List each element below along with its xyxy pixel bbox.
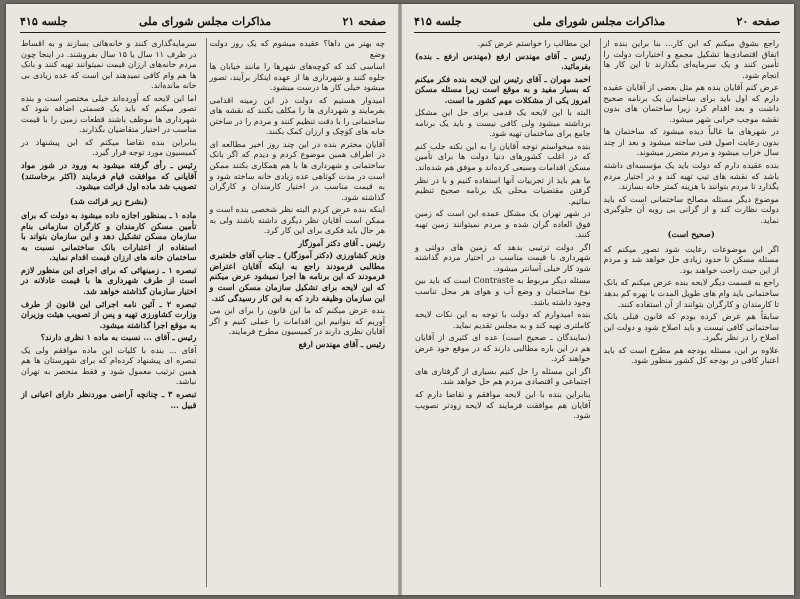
text-column [18, 38, 200, 587]
paragraph: اما این لایحه که آورده‌اند خیلی مختصر است و بنده تصور میکنم که باید یک قسمتی اضافه شود که شهرداری ها موظف باشند قطعات زمین را با قیمت مناسب در اختیار متقاضیان بگذارند. [21, 92, 197, 135]
paragraph: راجع به قسمت دیگر لایحه بنده عرض میکنم که بانک ساختمانی باید وام های طویل المدت با بهره کم بدهد تا کارمندان و کارگران بتوانند از آن استفاده کنند. [603, 277, 779, 309]
left-page-header [20, 10, 386, 33]
paragraph: رئیس ـ آقای مهندس ارفع (مهندس ارفع ـ بنده) بفرمائید. [415, 50, 591, 72]
paragraph: بنابراین بنده تقاضا میکنم که این پیشنهاد در کمیسیون مورد توجه قرار گیرد. [21, 136, 197, 158]
session-number: جلسه ۴۱۵ [414, 14, 462, 28]
left-page [6, 4, 400, 595]
document-spread [6, 4, 794, 595]
paragraph: موضوع دیگر مسئله مصالح ساختمانی است که باید دولت نظارت کند و از گرانی بی رویه آن جلوگیری نماید. [603, 193, 779, 225]
right-page-columns [412, 38, 782, 587]
paragraph: بنده عرض میکنم که ما این قانون را برای این می آوریم که بتوانیم این اقدامات را عملی کنیم و اگر آقایان نظری دارند در کمیسیون مطرح فرمایند. [209, 305, 385, 337]
paragraph: ما هم باید از تجربیات آنها استفاده کنیم و با در نظر گرفتن مقتضیات محلی یک برنامه صحیح تنظیم نمائیم. [415, 174, 591, 206]
paragraph: وزیر کشاورزی (دکتر آموزگار) ـ جناب آقای خلعتبری مطالبی فرمودند راجع به اینکه آقایان اعتراض فرمودند که این برنامه ها اجرا نمیشود عرض میکنم که این لایحه برای تشکیل سازمان مسکن است و این سازمان وظیفه دارد که به این کار رسیدگی کند. [209, 250, 385, 303]
left-page-columns [18, 38, 388, 587]
session-number: جلسه ۴۱۵ [20, 14, 68, 28]
paragraph: تبصره ۱ ـ زمینهائی که برای اجرای این منظور لازم است از طرف شهرداری ها با قیمت عادلانه در اختیار سازمان گذاشته خواهد شد. [21, 264, 197, 297]
paragraph: این مطالب را خواستم عرض کنم. [477, 38, 591, 48]
paragraph: احمد مهران ـ آقای رئیس این لایحه بنده فکر میکنم که بسیار مفید و به موقع است زیرا مسئله مسکن امروز یکی از مشکلات مهم کشور ما است. [415, 73, 591, 105]
text-column [600, 38, 783, 587]
paragraph: بنده امیدوارم که دولت با توجه به این نکات لایحه کاملتری تهیه کند و به مجلس تقدیم نماید. [415, 309, 591, 330]
page-number: صفحه ۲۰ [736, 14, 780, 28]
paragraph: اگر دولت ترتیبی بدهد که زمین های دولتی و شهرداری با قیمت مناسب در اختیار مردم گذاشته شود کار خیلی آسانتر میشود. [415, 241, 591, 273]
paragraph: امیدوار هستیم که دولت در این زمینه اقدامی بفرمایند و شهرداری ها را مکلف بکنند که نقشه های ساختمانی را با دقت تنظیم کنند و مردم را در ساختن خانه های کوچک و ارزان کمک بکنند. [209, 94, 385, 137]
paragraph: رئیس ـ آقای ... نسبت به ماده ۱ نظری دارند؟ [40, 332, 197, 343]
paragraph: سابقاً هم عرض کرده بودم که قانون قبلی بانک ساختمانی کافی نیست و باید اصلاح شود و دولت این اصلاح را در نظر بگیرد. [603, 311, 779, 343]
paragraph: رئیس ـ آقای مهندس ارفع [298, 338, 385, 349]
paragraph: سرمایه‌گذاری کنند و خانه‌هائی بسازند و به اقساط در ظرف ۱۱ سال یا ۱۵ سال بفروشند. در اینجا چون مردم خانه‌های ارزان قیمت نمیتوانند تهیه کنند و بانک ها هم وام کافی نمیدهند این است که عده زیادی بی خانه مانده‌اند. [21, 38, 197, 91]
paragraph: رئیس ـ آقای دکتر آموزگار [298, 237, 385, 248]
paragraph: مسئله دیگر مربوط به Contraste است که باید بین نوع ساختمان و وضع آب و هوای هر محل تناسب وجود داشته باشد. [415, 275, 591, 307]
paragraph: بنده عقیده دارم که دولت باید یک مؤسسه‌ای داشته باشد که نقشه های تیپ تهیه کند و در اختیار مردم بگذارد تا مردم بتوانند با هزینه کمتر خانه بسازند. [603, 160, 779, 192]
paragraph: اگر این موضوعات رعایت شود تصور میکنم که مسئله مسکن تا حدود زیادی حل خواهد شد و مردم از این حیث راحت خواهند بود. [603, 243, 779, 275]
paragraph: تبصره ۳ ـ چنانچه آراضی موردنظر دارای اعیانی از قبیل ... [21, 388, 197, 410]
paragraph: اگر این مسئله را حل کنیم بسیاری از گرفتاری های اجتماعی و اقتصادی مردم هم حل خواهد شد. [415, 365, 591, 387]
paragraph: آقای ... بنده با کلیات این ماده موافقم ولی یک تبصره ای پیشنهاد کرده‌ام که برای شهرستان ها هم همین ترتیب معمول شود و فقط منحصر به تهران نباشد. [21, 344, 197, 387]
paragraph: در شهرهای ما غالباً دیده میشود که ساختمان ها بدون رعایت اصول فنی ساخته میشود و بعد از چند سال خراب میشود و مردم متضرر میشوند. [603, 126, 779, 158]
text-column [412, 38, 594, 587]
publication-title: مذاکرات مجلس شورای ملی [533, 14, 666, 28]
paragraph: بنابراین بنده با این لایحه موافقم و تقاضا دارم که آقایان هم موافقت فرمایند که لایحه زودتر تصویب شود. [415, 388, 591, 421]
paragraph: آقایان محترم بنده در این چند روز اخیر مطالعه ای در اطراف همین موضوع کردم و دیدم که اگر بانک ساختمانی و شهرداری ها با هم همکاری بکنند ممکن است در مدت کوتاهی عده زیادی خانه ساخته شود و به قیمت مناسب در اختیار کارمندان و کارگران گذاشته شود. [209, 138, 385, 202]
page-number: صفحه ۲۱ [342, 14, 386, 28]
paragraph: اینکه بنده عرض کردم البته نظر شخصی بنده است و ممکن است آقایان نظر دیگری داشته باشند ولی به هر حال باید فکری برای این کار کرد. [209, 204, 385, 236]
right-page-header [414, 10, 780, 33]
paragraph: تبصره ۲ ـ آئین نامه اجرائی این قانون از طرف وزارت کشاورزی تهیه و پس از تصویب هیئت وزیران به موقع اجرا گذاشته میشود. [21, 298, 197, 330]
paragraph: راجع بشوق میکنم که این کار... بنا براین بنده از اتفاق اقتصادی‌ها تشکیل مجمع و اختیارات دولت را تأمین کنند و یک سرمایه‌ای بگذارند تا این کار ها انجام شود. [603, 38, 779, 80]
publication-title: مذاکرات مجلس شورای ملی [139, 14, 272, 28]
paragraph: (بشرح زیر قرائت شد) [69, 195, 148, 206]
paragraph: ماده ۱ ـ بمنظور اجازه داده میشود به دولت که برای تأمین مسکن کارمندان و کارگران سازمانی بنام سازمان مسکن تشکیل دهد و این سازمان بتواند با استفاده از اعتبارات بانک ساختمانی نسبت به ساختمان خانه های ارزان قیمت اقدام نماید. [21, 210, 197, 263]
paragraph: البته با این لایحه یک قدمی برای حل این مشکل برداشته میشود ولی کافی نیست و باید یک برنامه جامع برای ساختمان تهیه شود. [415, 107, 591, 139]
text-column [206, 38, 389, 587]
paragraph: اساسی کند که کوچه‌های شهرها را مانند خیابان ها جلوه کنند و شهرداری ها از عهده اینکار برآیند، تصور میشود خیلی کار ها درست میشود. [209, 61, 385, 93]
paragraph: (صحیح است) [667, 229, 715, 240]
paragraph: بنده میخواستم توجه آقایان را به این نکته جلب کنم که در اغلب کشورهای دنیا دولت ها برای تأمین مسکن اقدامات وسیعی کرده‌اند و موفق هم شده‌اند. [415, 140, 591, 173]
paragraph: چه بهتر من داها؟ عقیده میشوم که یک روز دولت وضع [209, 38, 385, 59]
paragraph: علاوه بر این، مسئله بودجه هم مطرح است که باید اعتبار کافی در بودجه کل کشور منظور شود. [603, 344, 779, 366]
paragraph: در شهر تهران یک مشکل عمده این است که زمین فوق العاده گران شده و مردم نمیتوانند زمین تهیه کنند. [415, 208, 591, 240]
paragraph: عرض کنم آقایان بنده هم مثل بعضی از آقایان عقیده دارم که اول باید برای ساختمان یک برنامه صحیح داشت و بعد اقدام کرد زیرا ساختمان های بدون نقشه موجب خرابی شهر میشود. [603, 82, 779, 124]
right-page [400, 4, 794, 595]
paragraph: (نمایندگان ـ صحیح است) عده ای کثیری از آقایان هم در این باره مطالبی دارند که در موقع خود عرض خواهند کرد. [415, 332, 591, 364]
paragraph: رئیس ـ رأی گرفته میشود به ورود در شور مواد آقایانی که موافقت قیام فرمایند (اکثر برخاستند) تصویب شد ماده اول قرائت میشود. [21, 160, 197, 192]
